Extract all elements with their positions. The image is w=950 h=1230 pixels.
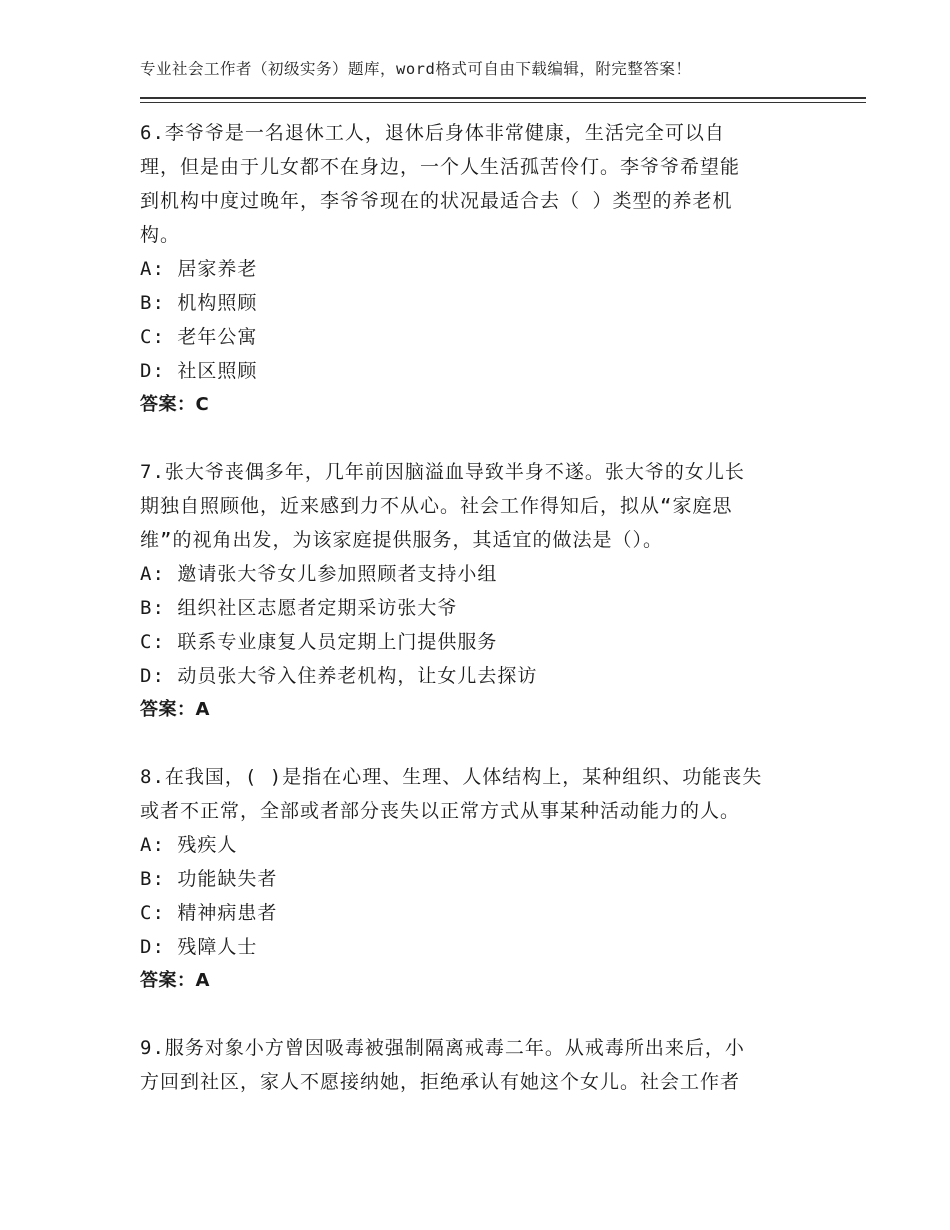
question-6	[140, 116, 820, 422]
question-line: 维”的视角出发，为该家庭提供服务，其适宜的做法是（）。	[140, 529, 663, 551]
option-a: A: 残疾人	[140, 834, 238, 856]
option-b: B: 功能缺失者	[140, 868, 278, 890]
question-line: 7.张大爷丧偶多年，几年前因脑溢血导致半身不遂。张大爷的女儿长	[140, 461, 745, 483]
question-stem	[140, 116, 820, 252]
option-d: D: 动员张大爷入住养老机构，让女儿去探访	[140, 665, 538, 687]
question-line: 或者不正常，全部或者部分丧失以正常方式从事某种活动能力的人。	[140, 800, 741, 822]
header-divider-thick	[140, 97, 866, 99]
question-line: 8.在我国，( )是指在心理、生理、人体结构上，某种组织、功能丧失	[140, 766, 763, 788]
option-b: B: 组织社区志愿者定期采访张大爷	[140, 597, 458, 619]
question-line: 理，但是由于儿女都不在身边，一个人生活孤苦伶仃。李爷爷希望能	[140, 156, 741, 178]
question-line: 9.服务对象小方曾因吸毒被强制隔离戒毒二年。从戒毒所出来后，小	[140, 1037, 745, 1059]
question-8	[140, 760, 820, 998]
option-b: B: 机构照顾	[140, 292, 258, 314]
option-c: C: 联系专业康复人员定期上门提供服务	[140, 631, 498, 653]
page-header-title: 专业社会工作者（初级实务）题库，word格式可自由下载编辑，附完整答案！	[140, 60, 692, 78]
answer-label: 答案：A	[140, 699, 210, 720]
question-7	[140, 455, 820, 727]
question-line: 方回到社区，家人不愿接纳她，拒绝承认有她这个女儿。社会工作者	[140, 1071, 741, 1093]
answer-label: 答案：A	[140, 970, 210, 991]
header-divider-thin	[140, 102, 866, 103]
question-line: 6.李爷爷是一名退休工人，退休后身体非常健康，生活完全可以自	[140, 122, 725, 144]
question-9	[140, 1031, 820, 1099]
option-a: A: 邀请张大爷女儿参加照顾者支持小组	[140, 563, 498, 585]
question-stem	[140, 760, 820, 828]
question-stem	[140, 1031, 820, 1099]
option-a: A: 居家养老	[140, 258, 258, 280]
question-line: 构。	[140, 224, 181, 246]
question-list	[140, 116, 820, 1132]
option-c: C: 精神病患者	[140, 902, 278, 924]
question-line: 期独自照顾他，近来感到力不从心。社会工作得知后，拟从“家庭思	[140, 495, 733, 517]
question-stem	[140, 455, 820, 557]
question-line: 到机构中度过晚年，李爷爷现在的状况最适合去（ ）类型的养老机	[140, 190, 733, 212]
option-d: D: 社区照顾	[140, 360, 258, 382]
option-c: C: 老年公寓	[140, 326, 258, 348]
option-d: D: 残障人士	[140, 936, 258, 958]
answer-label: 答案：C	[140, 394, 210, 415]
